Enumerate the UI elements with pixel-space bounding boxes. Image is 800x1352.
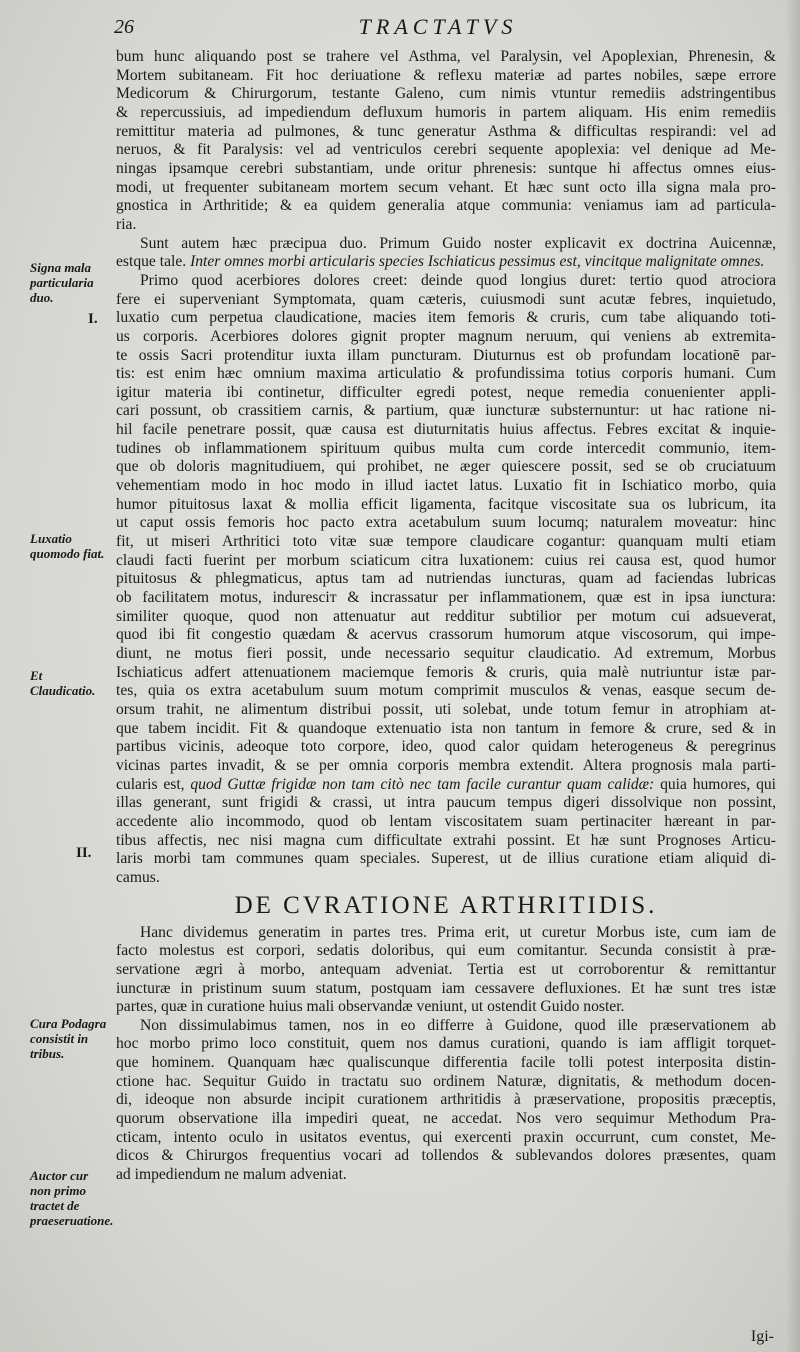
italic-quote: Inter omnes morbi articularis species Ischiaticus pessimus est, vincitque malignitate omnes. <box>190 253 765 271</box>
text-line <box>116 160 776 179</box>
margin-note-numeral: II. <box>76 845 92 861</box>
text-line-content: que tabem incidit. Fit & quandoque extenuatio ista non tantum in femore & crure, sed & in <box>116 719 776 737</box>
text-line <box>116 104 776 123</box>
margin-note: Et Claudicatio. <box>30 668 96 698</box>
text-line-content: fere ei superveniant Symptomata, quam cæteris, cuiusmodi sunt acutæ febres, inquietudo, <box>116 290 776 308</box>
text-line-content: Hanc dividemus generatim in partes tres. Prima erit, ut curetur Morbus iste, cum iam de <box>140 923 776 941</box>
text-line <box>116 664 776 683</box>
text-line <box>116 477 776 496</box>
text-line <box>116 347 776 366</box>
text-line <box>116 998 776 1017</box>
text-line-content: gnostica in Arthritide; & ea quidem generalia atque communia: veniamus iam ad particula- <box>116 197 776 215</box>
text-line-content: pituitosus & phlegmaticus, aptus tam ad nutriendas iuncturas, quam ad faciendas lubricas <box>116 570 776 588</box>
margin-note-numeral: I. <box>88 311 98 327</box>
text-line-tail: quia humores, qui <box>660 775 776 793</box>
text-line <box>116 1073 776 1092</box>
page-number: 26 <box>114 16 134 38</box>
text-line-content: Medicorum & Chirurgorum, testante Galeno, cum nimis vtuntur remediis adstringentibus <box>116 85 776 103</box>
text-line-content: camus. <box>116 868 160 886</box>
text-line-content: partes, quæ in curatione huius mali observandæ veniunt, ut ostendit Guido noster. <box>116 998 625 1016</box>
text-line <box>116 216 776 235</box>
text-line <box>116 738 776 757</box>
text-line <box>116 794 776 813</box>
text-line <box>116 552 776 571</box>
text-line <box>116 832 776 851</box>
text-line <box>116 365 776 384</box>
margin-note: Cura Podagra consistit in tribus. <box>30 1016 107 1061</box>
text-line <box>116 179 776 198</box>
text-line-content: Ischiaticus adfert attenuationem maciemque femoris & cruris, quia malè nutriuntur istæ par- <box>116 663 776 681</box>
text-line-content: ut caput ossis femoris hoc pacto extra acetabulum suum locumq; naturalem moveatur: hinc <box>116 514 776 532</box>
text-line <box>116 1054 776 1073</box>
margin-note: Luxatio quomodo fiat. <box>30 531 105 561</box>
text-line-content: di, ideoque non absurde incipit curationem arthritidis à præservatione, propositis præceptis, <box>116 1091 776 1109</box>
text-line-content: Sunt autem hæc præcipua duo. Primum Guido noster explicavit ex doctrina Auicennæ, <box>140 234 776 252</box>
text-line-content: tudines ob inflammationem spirituum quibus multa cum corde intercedit communio, item- <box>116 439 776 457</box>
text-line-content: similiter quoque, quod non attenuatur aut redditur subtilior per motum cui adsueverat, <box>116 607 776 625</box>
text-line <box>116 123 776 142</box>
text-line-content: remittitur materia ad pulmones, & tunc generatur Asthma & difficultas respirandi: vel ad <box>116 122 776 140</box>
text-line <box>116 309 776 328</box>
text-line <box>116 328 776 347</box>
text-line-content: servatione ægri à morbo, antequam adveniat. Tertia est ut corroborentur & remittantur <box>116 960 776 978</box>
text-line-content: vehementiam modo in hoc modo in illud iactet latus. Luxatio fit in Ischiatico morbo, quia <box>116 477 776 495</box>
text-line-content: facto molestus est corpori, sedatis doloribus, qui eum comitantur. Secunda consistit à præ- <box>116 942 776 960</box>
text-line <box>116 645 776 664</box>
text-line-content: Non dissimulabimus tamen, nos in eo differre à Guidone, quod ille præservationem ab <box>140 1016 776 1034</box>
text-line <box>116 942 776 961</box>
text-line <box>116 1166 776 1185</box>
text-line-content: vicinas partes invadit, & se per omnia corporis membra extendit. Altera prognosis mala parti- <box>116 756 776 774</box>
text-line-content: accedente alio incommodo, quod ob lentam viscositatem suam pertinaciter hæreant in par- <box>116 812 776 830</box>
text-line <box>116 757 776 776</box>
text-line-content: ningas ipsamque cerebri substantiam, unde oritur phrenesis: suntque hi affectus omnes eius- <box>116 159 776 177</box>
text-line-content: hoc morbo primo loco constituit, quem nos damus curationi, quando is iam affligit torquet- <box>116 1035 776 1053</box>
text-line <box>116 626 776 645</box>
text-line <box>116 924 776 943</box>
text-line-content: igitur materia ibi continetur, difficulter egredi potest, neque remedia conuenienter appli- <box>116 383 776 401</box>
text-line-content: ctione hac. Sequitur Guido in tractatu suo ordinem Naturæ, dignitatis, & methodum docen- <box>116 1072 776 1090</box>
text-line-content: & repercussiuis, ad impediendum defluxum humoris in partem aliquam. His enim remediis <box>116 103 776 121</box>
text-line <box>116 440 776 459</box>
text-line-content: tis: est enim hæc omnium maxima articulatio & profundissima totius corporis humani. Cum <box>116 365 776 383</box>
text-line <box>116 514 776 533</box>
text-line-content: claudi facti fuerint per morbum sciaticum citra luxationem: cuius rei causa est, quod humor <box>116 551 776 569</box>
text-line <box>116 701 776 720</box>
text-line-content: iuncturæ in pristinum suum statum, postquam iam cessavere defluxiones. Et hæ sunt tres istæ <box>116 979 776 997</box>
text-line <box>116 291 776 310</box>
text-line <box>116 1035 776 1054</box>
text-line <box>116 813 776 832</box>
text-line <box>116 235 776 254</box>
text-line <box>116 682 776 701</box>
text-line-content: illas generant, sunt frigidi & crassi, ut intra paucum tempus digeri dissolvique non possint, <box>116 794 776 812</box>
text-line <box>116 720 776 739</box>
text-line-content: te ossis Sacri protenditur iuxta illam puncturam. Diuturnus est ob profundam locationē par- <box>116 346 776 364</box>
text-line <box>116 85 776 104</box>
text-line <box>116 141 776 160</box>
text-line-content: tes, quia os extra acetabulum suum motum comprimit musculos & venas, easque secum de- <box>116 682 776 700</box>
text-line <box>116 776 776 795</box>
text-line <box>116 850 776 869</box>
text-line <box>116 384 776 403</box>
text-line <box>116 496 776 515</box>
text-line-content: humor pituitosus laxat & mollia efficit ligamenta, facitque viscositate sua os lubricum, ita <box>116 495 776 513</box>
text-line-content: us corporis. Acerbiores dolores gignit propter magnum neruum, qui veniens ab extremita- <box>116 327 776 345</box>
text-line <box>116 608 776 627</box>
text-line-content: estque tale. <box>116 253 187 271</box>
text-line <box>116 533 776 552</box>
text-line-content: cticam, intento oculo in usitatos eventus, qui exercenti praxin occurrunt, cum constet, Me- <box>116 1128 776 1146</box>
margin-notes <box>0 0 114 1352</box>
text-line <box>116 67 776 86</box>
text-line <box>116 48 776 67</box>
text-line-content: ob facilitatem motus, induresciт & incrassatur per inflammationem, quæ est in ipsa iunctura: <box>116 589 776 607</box>
text-line-content: que hominem. Quanquam hæc qualiscunque differentia facile tolli potest interposita distin- <box>116 1054 776 1072</box>
text-line <box>116 272 776 291</box>
page-edge-shadow <box>786 0 800 1352</box>
text-line-content: Mortem subitaneam. Fit hoc deriuatione & reflexu materiæ ad partes nobiles, sæpe errore <box>116 66 776 84</box>
text-line <box>116 589 776 608</box>
section-heading: DE CVRATIONE ARTHRITIDIS. <box>234 891 658 919</box>
text-line-content: que ob doloris magnitudiuem, qui prohibet, ne æger quiescere possit, sed se ob cruciatuum <box>116 458 776 476</box>
text-line-content: quorum observatione illa impediri queat, ne accedat. Nos vero sequimur Methodum Pra- <box>116 1110 776 1128</box>
text-line-content: ad impediendum ne malum adveniat. <box>116 1166 347 1184</box>
text-line-content: laris morbi tam communes quam speciales. Superest, ut de illius curatione etiam aliquid di- <box>116 850 776 868</box>
text-line-content: hil facile penetrare possit, quæ causa est diuturnitatis huius affectus. Febres excitat & inquie- <box>116 421 776 439</box>
text-line <box>116 253 776 272</box>
text-line-content: neruos, & fit Paralysis: vel ad ventriculos cerebri sequente apoplexia: vel denique ad Me- <box>116 141 776 159</box>
text-line-content: diunt, ne motus fieri possit, unde necessario sequitur claudicatio. Ad extremum, Morbus <box>116 645 776 662</box>
text-line <box>116 1147 776 1166</box>
italic-quote: quod Guttæ frigidæ non tam citò nec tam facile curantur quam calidæ: <box>190 775 655 793</box>
body-text <box>116 48 776 1185</box>
text-line-content: cari possunt, ob crassitiem carnis, & partium, quæ iuncturæ substernuntur: ut hac ratione ni- <box>116 402 776 420</box>
text-line-content: bum hunc aliquando post se trahere vel Asthma, vel Paralysin, vel Apoplexian, Phrenesin, & <box>116 48 776 65</box>
page-header <box>108 12 768 42</box>
text-line-content: quod ibi fit congestio quædam & acervus crassorum humorum atque viscosorum, qui impe- <box>116 626 776 644</box>
text-line <box>116 197 776 216</box>
text-line-content: Primo quod acerbiores dolores creet: deinde quod longius duret: tertio quod atrociora <box>140 271 776 289</box>
margin-note: Signa mala particularia duo. <box>30 260 94 305</box>
text-line <box>116 421 776 440</box>
text-line <box>116 1110 776 1129</box>
text-line <box>116 458 776 477</box>
text-line <box>116 961 776 980</box>
text-line-content: fit, ut miseri Arthritici toto vitæ suæ tempore claudicare cogantur: quanquam multi etiam <box>116 533 776 551</box>
text-line <box>116 980 776 999</box>
catchword: Igi- <box>750 1328 774 1345</box>
running-head: TRACTATVS <box>358 14 518 39</box>
text-line-content: tibus affectis, nec nisi magna cum difficultate extrahi possint. Et hæ sunt Prognoses Articu- <box>116 831 776 849</box>
text-line-content: ria. <box>116 215 137 233</box>
text-line-content: luxatio cum perpetua claudicatione, macies item femoris & cruris, cum tabe aliquando toti- <box>116 309 776 327</box>
text-line-content: cularis est, <box>116 775 185 793</box>
text-line-content: dicos & Chirurgos frequentius vocari ad tollendos & sublevandos dolores præsentes, quam <box>116 1147 776 1165</box>
text-line <box>116 1017 776 1036</box>
margin-note: Auctor cur non primo tractet de praeseruatione. <box>30 1168 114 1228</box>
text-line-content: orsum trahit, ne alimentum distribui possit, uti solebat, unde totum femur in atrophiam at- <box>116 700 776 718</box>
text-line <box>116 1129 776 1148</box>
text-line-content: partibus vicinis, adeoque toto corpore, ideo, quod calor quidam heterogeneus & peregrinus <box>116 738 776 756</box>
text-line <box>116 1091 776 1110</box>
text-line <box>116 570 776 589</box>
text-line <box>116 402 776 421</box>
text-line-content: modi, ut frequenter subitaneam mortem secum vehant. Et hæc sunt octo illa signa mala pro- <box>116 178 776 196</box>
text-line <box>116 869 776 888</box>
